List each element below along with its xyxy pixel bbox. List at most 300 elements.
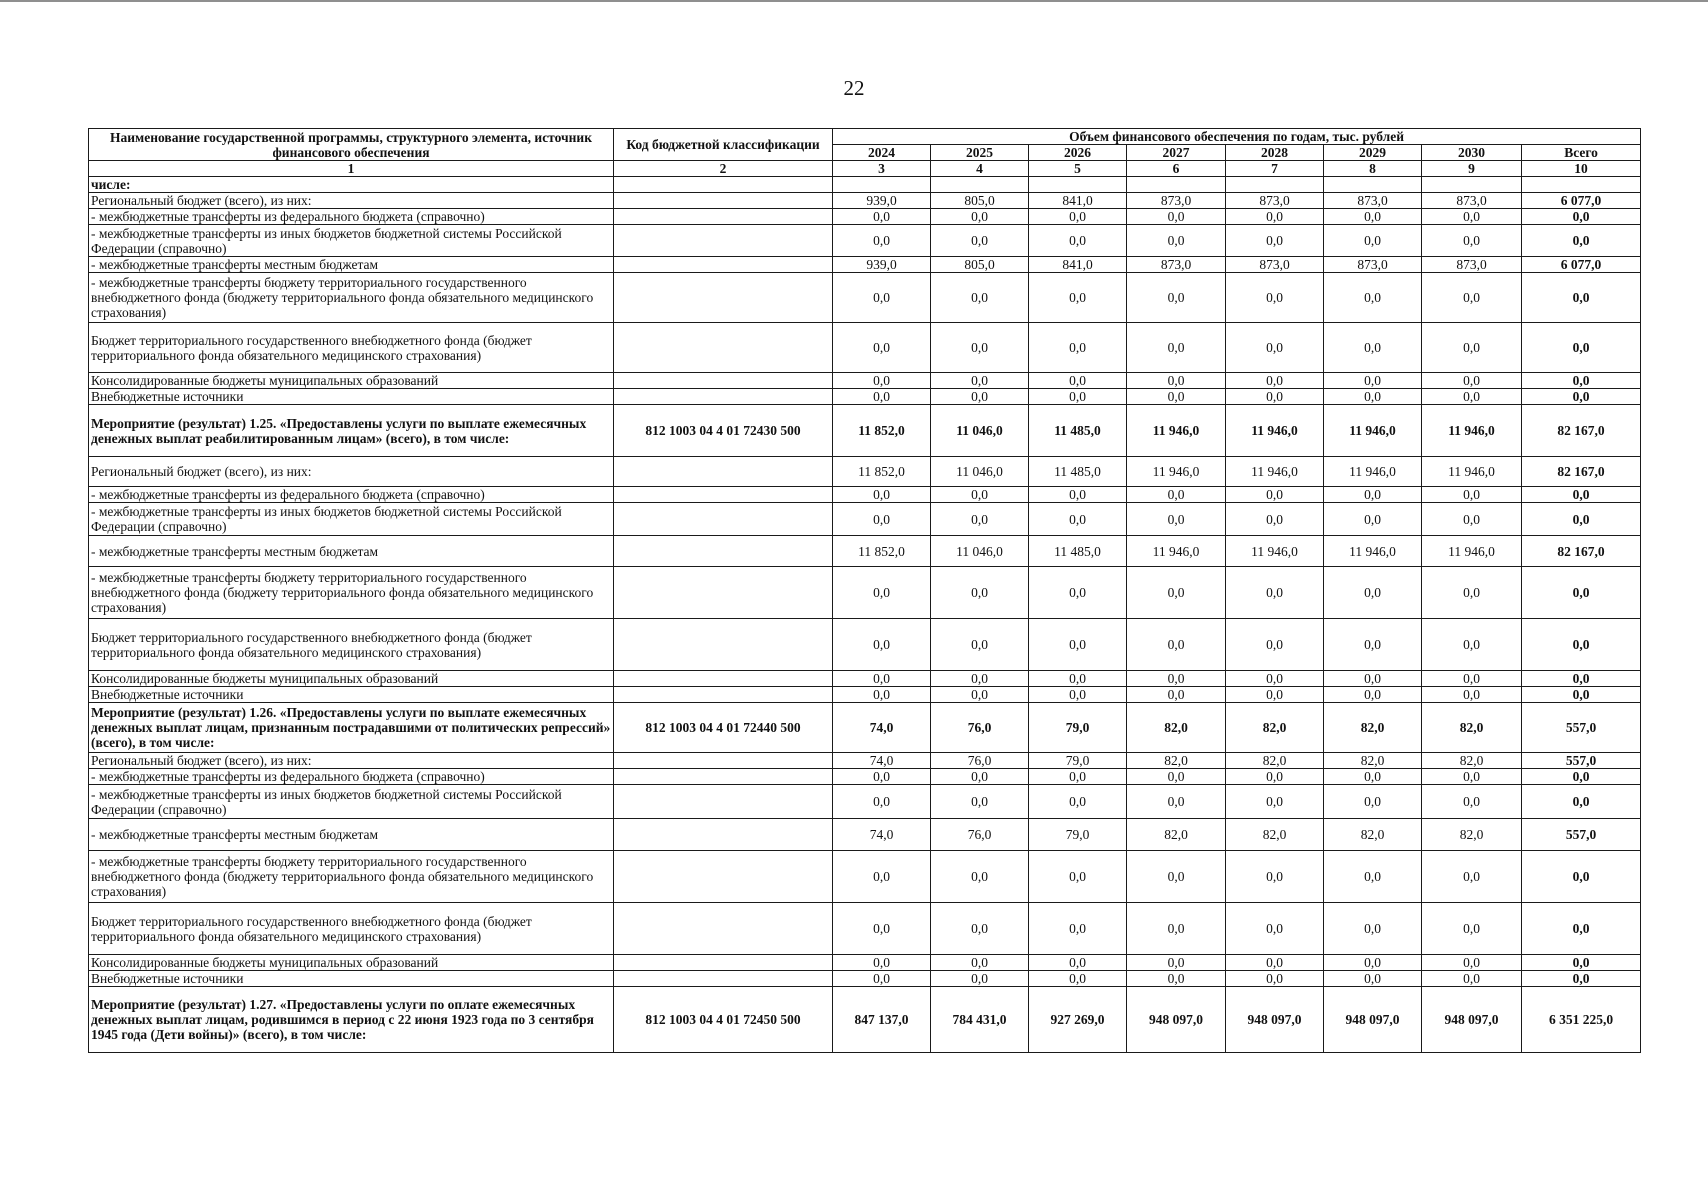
year-value: 11 852,0 — [833, 457, 931, 487]
year-value: 0,0 — [833, 273, 931, 323]
table-row — [89, 323, 1641, 373]
budget-code — [614, 567, 833, 619]
total-value: 0,0 — [1522, 389, 1641, 405]
year-value: 0,0 — [931, 971, 1029, 987]
year-value: 0,0 — [1029, 851, 1127, 903]
column-number: 8 — [1324, 161, 1422, 177]
year-value: 0,0 — [1127, 903, 1226, 955]
year-value: 0,0 — [1226, 687, 1324, 703]
row-name: Бюджет территориального государственного внебюджетного фонда (бюджет территориального фонда обязательного медицинского страхования) — [89, 323, 614, 373]
table-row — [89, 687, 1641, 703]
year-value: 0,0 — [1422, 971, 1522, 987]
year-value: 0,0 — [1226, 851, 1324, 903]
table-row — [89, 955, 1641, 971]
table-row — [89, 503, 1641, 536]
year-value: 0,0 — [1226, 323, 1324, 373]
year-value: 11 046,0 — [931, 536, 1029, 567]
year-value: 927 269,0 — [1029, 987, 1127, 1053]
year-value: 76,0 — [931, 703, 1029, 753]
year-value: 11 946,0 — [1422, 536, 1522, 567]
year-value: 0,0 — [1029, 273, 1127, 323]
year-value: 82,0 — [1127, 753, 1226, 769]
year-value: 841,0 — [1029, 193, 1127, 209]
year-value: 948 097,0 — [1422, 987, 1522, 1053]
table-row — [89, 193, 1641, 209]
year-value: 74,0 — [833, 753, 931, 769]
year-value: 0,0 — [1324, 503, 1422, 536]
year-value: 0,0 — [1226, 955, 1324, 971]
year-value: 0,0 — [1127, 619, 1226, 671]
year-value: 0,0 — [1127, 955, 1226, 971]
year-value: 11 946,0 — [1226, 536, 1324, 567]
row-name: Мероприятие (результат) 1.27. «Предоставлены услуги по оплате ежемесячных денежных выплат лицам, родившимся в период с 22 июня 1923 года по 3 сентября 1945 года (Дети войны)» (всего), в том числе: — [89, 987, 614, 1053]
year-value: 0,0 — [1127, 209, 1226, 225]
year-value: 0,0 — [1422, 955, 1522, 971]
row-name: - межбюджетные трансферты из федерального бюджета (справочно) — [89, 209, 614, 225]
year-value: 0,0 — [1226, 971, 1324, 987]
year-value — [1226, 177, 1324, 193]
year-value: 0,0 — [1029, 971, 1127, 987]
year-value: 0,0 — [1127, 225, 1226, 257]
row-name: числе: — [89, 177, 614, 193]
year-value: 0,0 — [833, 567, 931, 619]
year-value: 0,0 — [1324, 389, 1422, 405]
year-value: 0,0 — [1127, 323, 1226, 373]
year-value: 11 485,0 — [1029, 536, 1127, 567]
row-name: - межбюджетные трансферты бюджету территориального государственного внебюджетного фонда (бюджету территориального фонда обязательного медицинского страхования) — [89, 851, 614, 903]
year-value: 0,0 — [1029, 671, 1127, 687]
year-value: 79,0 — [1029, 703, 1127, 753]
year-value: 841,0 — [1029, 257, 1127, 273]
budget-code — [614, 955, 833, 971]
table-row — [89, 257, 1641, 273]
table-row — [89, 785, 1641, 819]
year-value: 0,0 — [1127, 567, 1226, 619]
year-value: 847 137,0 — [833, 987, 931, 1053]
total-value: 0,0 — [1522, 503, 1641, 536]
header-volume-group: Объем финансового обеспечения по годам, тыс. рублей — [833, 129, 1641, 145]
year-value: 11 852,0 — [833, 536, 931, 567]
year-value: 0,0 — [1127, 671, 1226, 687]
total-value — [1522, 177, 1641, 193]
year-value: 11 046,0 — [931, 405, 1029, 457]
year-value: 0,0 — [1127, 769, 1226, 785]
total-value: 82 167,0 — [1522, 457, 1641, 487]
budget-code — [614, 671, 833, 687]
budget-code — [614, 373, 833, 389]
year-value: 0,0 — [1226, 273, 1324, 323]
budget-code — [614, 389, 833, 405]
year-value: 11 946,0 — [1324, 457, 1422, 487]
year-value: 0,0 — [833, 903, 931, 955]
total-value: 0,0 — [1522, 769, 1641, 785]
measure-row — [89, 987, 1641, 1053]
year-value: 0,0 — [1226, 209, 1324, 225]
year-value: 0,0 — [833, 971, 931, 987]
budget-code — [614, 536, 833, 567]
year-value: 82,0 — [1324, 703, 1422, 753]
row-name: Консолидированные бюджеты муниципальных образований — [89, 671, 614, 687]
table-row — [89, 671, 1641, 687]
row-name: - межбюджетные трансферты местным бюджетам — [89, 536, 614, 567]
total-value: 0,0 — [1522, 373, 1641, 389]
year-value: 0,0 — [931, 225, 1029, 257]
row-name: Региональный бюджет (всего), из них: — [89, 457, 614, 487]
year-value: 0,0 — [1324, 225, 1422, 257]
year-value: 873,0 — [1324, 193, 1422, 209]
year-value: 0,0 — [1422, 323, 1522, 373]
year-value: 82,0 — [1422, 753, 1522, 769]
year-value: 0,0 — [1029, 503, 1127, 536]
measure-row — [89, 703, 1641, 753]
total-value: 0,0 — [1522, 903, 1641, 955]
year-value: 0,0 — [1422, 273, 1522, 323]
year-value: 784 431,0 — [931, 987, 1029, 1053]
budget-code — [614, 851, 833, 903]
year-value: 11 485,0 — [1029, 405, 1127, 457]
year-value: 0,0 — [1422, 389, 1522, 405]
year-value — [833, 177, 931, 193]
year-value: 0,0 — [1226, 487, 1324, 503]
column-number: 6 — [1127, 161, 1226, 177]
year-value: 0,0 — [931, 373, 1029, 389]
total-value: 6 351 225,0 — [1522, 987, 1641, 1053]
year-value: 0,0 — [1127, 503, 1226, 536]
year-value: 0,0 — [1127, 487, 1226, 503]
financing-table — [88, 128, 1641, 1053]
table-row — [89, 769, 1641, 785]
column-number: 10 — [1522, 161, 1641, 177]
year-value: 0,0 — [1422, 687, 1522, 703]
year-value: 873,0 — [1226, 257, 1324, 273]
year-value: 873,0 — [1127, 193, 1226, 209]
column-number: 4 — [931, 161, 1029, 177]
year-value: 0,0 — [833, 619, 931, 671]
year-value: 873,0 — [1324, 257, 1422, 273]
year-value: 0,0 — [931, 769, 1029, 785]
row-name: Консолидированные бюджеты муниципальных образований — [89, 373, 614, 389]
year-value: 873,0 — [1127, 257, 1226, 273]
table-row — [89, 373, 1641, 389]
budget-code — [614, 753, 833, 769]
budget-code — [614, 971, 833, 987]
year-value: 79,0 — [1029, 753, 1127, 769]
year-value: 0,0 — [1127, 273, 1226, 323]
table-row — [89, 177, 1641, 193]
row-name: Бюджет территориального государственного внебюджетного фонда (бюджет территориального фонда обязательного медицинского страхования) — [89, 619, 614, 671]
table-row — [89, 619, 1641, 671]
total-value: 0,0 — [1522, 851, 1641, 903]
column-number: 2 — [614, 161, 833, 177]
top-border-line — [0, 0, 1708, 2]
column-number: 1 — [89, 161, 614, 177]
year-value: 0,0 — [1226, 619, 1324, 671]
year-value: 0,0 — [833, 209, 931, 225]
header-year: 2026 — [1029, 145, 1127, 161]
row-name: - межбюджетные трансферты из иных бюджетов бюджетной системы Российской Федерации (справочно) — [89, 785, 614, 819]
total-value: 0,0 — [1522, 687, 1641, 703]
year-value: 11 946,0 — [1226, 457, 1324, 487]
year-value: 0,0 — [1226, 373, 1324, 389]
row-name: - межбюджетные трансферты бюджету территориального государственного внебюджетного фонда (бюджету территориального фонда обязательного медицинского страхования) — [89, 273, 614, 323]
year-value: 0,0 — [1422, 503, 1522, 536]
header-year: 2030 — [1422, 145, 1522, 161]
year-value: 0,0 — [1324, 619, 1422, 671]
year-value: 0,0 — [833, 225, 931, 257]
year-value: 82,0 — [1127, 703, 1226, 753]
year-value: 0,0 — [833, 373, 931, 389]
year-value: 0,0 — [1127, 389, 1226, 405]
year-value: 0,0 — [1029, 903, 1127, 955]
budget-code: 812 1003 04 4 01 72430 500 — [614, 405, 833, 457]
year-value: 0,0 — [1029, 567, 1127, 619]
year-value: 0,0 — [931, 955, 1029, 971]
row-name: Внебюджетные источники — [89, 971, 614, 987]
year-value: 0,0 — [1029, 373, 1127, 389]
year-value: 0,0 — [1226, 769, 1324, 785]
total-value: 6 077,0 — [1522, 257, 1641, 273]
page-number: 22 — [843, 76, 865, 100]
year-value: 79,0 — [1029, 819, 1127, 851]
year-value: 0,0 — [833, 323, 931, 373]
budget-code — [614, 457, 833, 487]
year-value: 0,0 — [1422, 671, 1522, 687]
budget-code — [614, 785, 833, 819]
year-value: 0,0 — [833, 687, 931, 703]
total-value: 0,0 — [1522, 619, 1641, 671]
year-value: 0,0 — [1226, 903, 1324, 955]
year-value: 82,0 — [1226, 819, 1324, 851]
total-value: 6 077,0 — [1522, 193, 1641, 209]
row-name: - межбюджетные трансферты бюджету территориального государственного внебюджетного фонда (бюджету территориального фонда обязательного медицинского страхования) — [89, 567, 614, 619]
year-value — [1422, 177, 1522, 193]
year-value: 0,0 — [833, 671, 931, 687]
year-value: 0,0 — [1324, 955, 1422, 971]
year-value: 0,0 — [931, 389, 1029, 405]
year-value — [1029, 177, 1127, 193]
table-row — [89, 209, 1641, 225]
row-name: Мероприятие (результат) 1.26. «Предоставлены услуги по выплате ежемесячных денежных выплат лицам, признанным пострадавшими от политических репрессий» (всего), в том числе: — [89, 703, 614, 753]
year-value: 76,0 — [931, 819, 1029, 851]
year-value: 82,0 — [1422, 703, 1522, 753]
year-value: 11 946,0 — [1324, 405, 1422, 457]
row-name: - межбюджетные трансферты из федерального бюджета (справочно) — [89, 487, 614, 503]
year-value: 0,0 — [931, 503, 1029, 536]
year-value: 0,0 — [833, 785, 931, 819]
year-value: 0,0 — [833, 487, 931, 503]
year-value: 0,0 — [1029, 323, 1127, 373]
total-value: 557,0 — [1522, 819, 1641, 851]
year-value: 805,0 — [931, 193, 1029, 209]
table-row — [89, 457, 1641, 487]
year-value: 0,0 — [1324, 971, 1422, 987]
year-value: 0,0 — [1324, 769, 1422, 785]
year-value: 0,0 — [1029, 769, 1127, 785]
year-value: 74,0 — [833, 703, 931, 753]
budget-code — [614, 487, 833, 503]
total-value: 0,0 — [1522, 567, 1641, 619]
year-value: 948 097,0 — [1324, 987, 1422, 1053]
budget-code — [614, 225, 833, 257]
total-value: 0,0 — [1522, 785, 1641, 819]
header-total: Всего — [1522, 145, 1641, 161]
budget-code — [614, 193, 833, 209]
total-value: 0,0 — [1522, 225, 1641, 257]
year-value: 74,0 — [833, 819, 931, 851]
budget-code — [614, 903, 833, 955]
header-year: 2029 — [1324, 145, 1422, 161]
year-value: 11 946,0 — [1127, 457, 1226, 487]
year-value: 82,0 — [1324, 819, 1422, 851]
header-year: 2027 — [1127, 145, 1226, 161]
year-value: 0,0 — [1226, 567, 1324, 619]
budget-code: 812 1003 04 4 01 72450 500 — [614, 987, 833, 1053]
row-name: Мероприятие (результат) 1.25. «Предоставлены услуги по выплате ежемесячных денежных выплат реабилитированным лицам» (всего), в том числе: — [89, 405, 614, 457]
row-name: - межбюджетные трансферты местным бюджетам — [89, 819, 614, 851]
total-value: 82 167,0 — [1522, 536, 1641, 567]
year-value: 0,0 — [1422, 851, 1522, 903]
header-name-column: Наименование государственной программы, структурного элемента, источник финансового обеспечения — [89, 129, 614, 161]
year-value: 0,0 — [1029, 619, 1127, 671]
year-value: 0,0 — [931, 671, 1029, 687]
budget-code: 812 1003 04 4 01 72440 500 — [614, 703, 833, 753]
header-year: 2024 — [833, 145, 931, 161]
total-value: 557,0 — [1522, 703, 1641, 753]
header-year: 2025 — [931, 145, 1029, 161]
year-value: 0,0 — [1127, 971, 1226, 987]
year-value: 873,0 — [1226, 193, 1324, 209]
year-value: 0,0 — [1422, 903, 1522, 955]
table-row — [89, 567, 1641, 619]
year-value: 0,0 — [1324, 567, 1422, 619]
table-row — [89, 273, 1641, 323]
header-code-column: Код бюджетной классификации — [614, 129, 833, 161]
table-body — [89, 177, 1641, 1053]
year-value: 0,0 — [1422, 619, 1522, 671]
year-value: 0,0 — [1422, 567, 1522, 619]
budget-code — [614, 503, 833, 536]
year-value: 0,0 — [1127, 687, 1226, 703]
year-value: 0,0 — [1226, 671, 1324, 687]
row-name: - межбюджетные трансферты из федерального бюджета (справочно) — [89, 769, 614, 785]
row-name: Региональный бюджет (всего), из них: — [89, 193, 614, 209]
budget-code — [614, 257, 833, 273]
year-value: 0,0 — [1324, 373, 1422, 389]
year-value: 76,0 — [931, 753, 1029, 769]
table-row — [89, 389, 1641, 405]
budget-code — [614, 273, 833, 323]
year-value: 11 946,0 — [1127, 405, 1226, 457]
year-value: 0,0 — [931, 273, 1029, 323]
year-value: 0,0 — [1226, 389, 1324, 405]
year-value: 0,0 — [931, 619, 1029, 671]
year-value: 11 852,0 — [833, 405, 931, 457]
budget-code — [614, 769, 833, 785]
total-value: 557,0 — [1522, 753, 1641, 769]
budget-code — [614, 819, 833, 851]
year-value: 0,0 — [1422, 487, 1522, 503]
year-value: 0,0 — [1226, 503, 1324, 536]
column-number: 3 — [833, 161, 931, 177]
year-value — [1127, 177, 1226, 193]
year-value: 0,0 — [1029, 687, 1127, 703]
budget-code — [614, 687, 833, 703]
total-value: 0,0 — [1522, 955, 1641, 971]
year-value: 0,0 — [1422, 373, 1522, 389]
column-number: 7 — [1226, 161, 1324, 177]
year-value: 0,0 — [931, 487, 1029, 503]
table-row — [89, 536, 1641, 567]
table-row — [89, 903, 1641, 955]
year-value: 11 946,0 — [1422, 457, 1522, 487]
year-value: 948 097,0 — [1226, 987, 1324, 1053]
year-value: 0,0 — [1226, 785, 1324, 819]
year-value: 0,0 — [1029, 487, 1127, 503]
year-value: 0,0 — [1324, 323, 1422, 373]
year-value: 11 946,0 — [1127, 536, 1226, 567]
total-value: 0,0 — [1522, 323, 1641, 373]
total-value: 0,0 — [1522, 971, 1641, 987]
year-value: 948 097,0 — [1127, 987, 1226, 1053]
row-name: Региональный бюджет (всего), из них: — [89, 753, 614, 769]
year-value: 82,0 — [1226, 703, 1324, 753]
year-value: 0,0 — [1324, 851, 1422, 903]
year-value: 0,0 — [1226, 225, 1324, 257]
year-value: 805,0 — [931, 257, 1029, 273]
year-value: 939,0 — [833, 193, 931, 209]
year-value: 0,0 — [931, 785, 1029, 819]
year-value: 0,0 — [1324, 273, 1422, 323]
year-value: 0,0 — [1422, 769, 1522, 785]
year-value: 0,0 — [1127, 373, 1226, 389]
year-value: 0,0 — [1029, 389, 1127, 405]
total-value: 0,0 — [1522, 671, 1641, 687]
table-row — [89, 225, 1641, 257]
year-value: 0,0 — [1127, 851, 1226, 903]
year-value: 11 485,0 — [1029, 457, 1127, 487]
year-value: 0,0 — [931, 851, 1029, 903]
year-value: 11 946,0 — [1324, 536, 1422, 567]
budget-code — [614, 177, 833, 193]
total-value: 0,0 — [1522, 273, 1641, 323]
year-value: 11 046,0 — [931, 457, 1029, 487]
year-value: 0,0 — [833, 389, 931, 405]
year-value: 82,0 — [1422, 819, 1522, 851]
year-value: 0,0 — [1324, 487, 1422, 503]
year-value: 0,0 — [1324, 903, 1422, 955]
year-value: 0,0 — [833, 851, 931, 903]
year-value: 0,0 — [833, 503, 931, 536]
year-value: 0,0 — [1422, 225, 1522, 257]
row-name: Консолидированные бюджеты муниципальных образований — [89, 955, 614, 971]
year-value: 0,0 — [931, 567, 1029, 619]
budget-code — [614, 323, 833, 373]
year-value: 939,0 — [833, 257, 931, 273]
year-value: 0,0 — [1324, 671, 1422, 687]
row-name: - межбюджетные трансферты местным бюджетам — [89, 257, 614, 273]
table-row — [89, 487, 1641, 503]
year-value: 0,0 — [931, 687, 1029, 703]
measure-row — [89, 405, 1641, 457]
year-value: 11 946,0 — [1226, 405, 1324, 457]
total-value: 0,0 — [1522, 209, 1641, 225]
year-value: 873,0 — [1422, 257, 1522, 273]
table-row — [89, 851, 1641, 903]
year-value — [1324, 177, 1422, 193]
year-value: 0,0 — [931, 209, 1029, 225]
year-value: 0,0 — [1324, 785, 1422, 819]
year-value: 82,0 — [1127, 819, 1226, 851]
